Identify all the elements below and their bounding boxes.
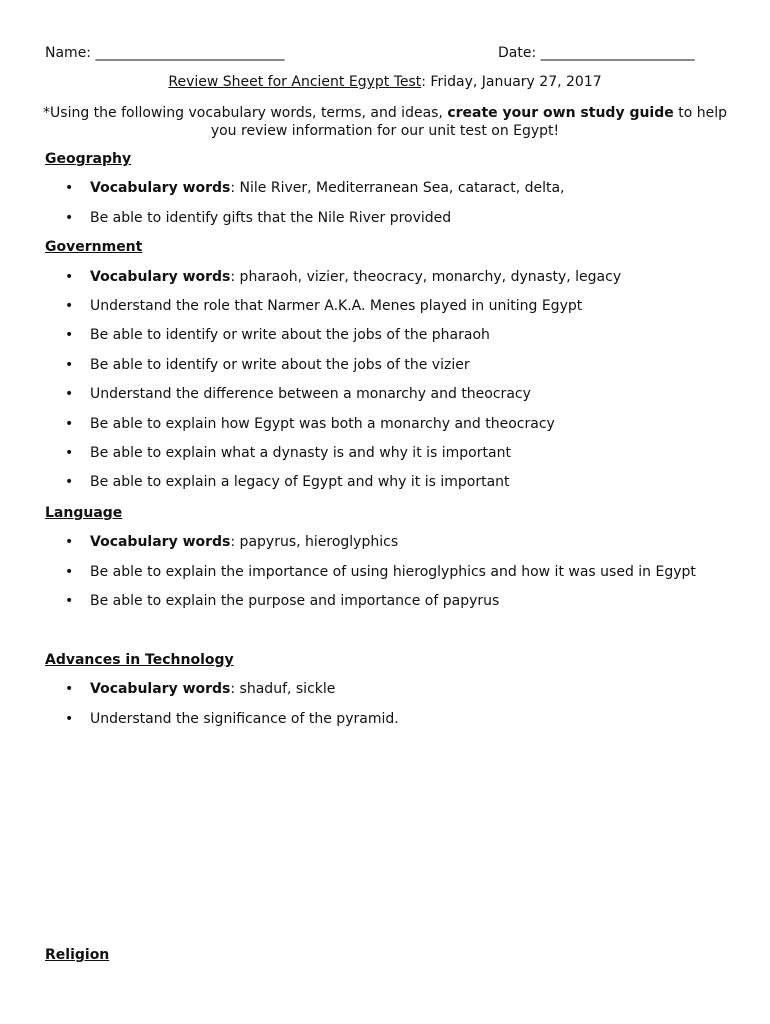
list-item xyxy=(65,474,510,490)
bullet-glyph: • xyxy=(65,210,74,226)
section-heading-geography: Geography xyxy=(45,151,132,167)
bullet-glyph: • xyxy=(65,269,74,285)
vocab-terms: : pharaoh, vizier, theocracy, monarchy, dynasty, legacy xyxy=(230,269,622,285)
list-item xyxy=(65,564,696,580)
vocab-label: Vocabulary words xyxy=(90,681,231,697)
vocab-terms: : shaduf, sickle xyxy=(230,681,336,697)
header-line xyxy=(45,45,705,65)
vocab-label: Vocabulary words xyxy=(90,269,231,285)
list-item xyxy=(65,327,490,343)
bullet-glyph: • xyxy=(65,593,74,609)
bullet-glyph: • xyxy=(65,711,74,727)
bullet-glyph: • xyxy=(65,357,74,373)
list-item-text: Be able to explain the importance of using hieroglyphics and how it was used in Egypt xyxy=(90,564,696,580)
date-field: Date: ______________________ xyxy=(498,45,695,61)
list-item-text: Be able to explain a legacy of Egypt and why it is important xyxy=(90,474,510,490)
list-item-text: Understand the difference between a monarchy and theocracy xyxy=(90,386,531,402)
section-heading-language: Language xyxy=(45,505,123,521)
list-item xyxy=(65,416,555,432)
list-item-text: Understand the significance of the pyramid. xyxy=(90,711,399,727)
section-heading-religion: Religion xyxy=(45,947,110,963)
bullet-glyph: • xyxy=(65,386,74,402)
vocab-label: Vocabulary words xyxy=(90,180,231,196)
bullet-glyph: • xyxy=(65,298,74,314)
bullet-glyph: • xyxy=(65,327,74,343)
intro-after: to help you review information for our unit test on Egypt! xyxy=(210,105,727,139)
list-item xyxy=(65,386,531,402)
name-field: Name: ___________________________ xyxy=(45,45,285,61)
list-item xyxy=(65,180,565,196)
list-item xyxy=(65,593,499,609)
vocab-label: Vocabulary words xyxy=(90,534,231,550)
section-heading-technology: Advances in Technology xyxy=(45,652,234,668)
list-item-text: Be able to explain the purpose and importance of papyrus xyxy=(90,593,500,609)
title-date: : Friday, January 27, 2017 xyxy=(421,74,602,90)
intro-before: *Using the following vocabulary words, terms, and ideas, xyxy=(43,105,448,121)
title-underlined: Review Sheet for Ancient Egypt Test xyxy=(168,74,422,90)
list-item-text: Understand the role that Narmer A.K.A. Menes played in uniting Egypt xyxy=(90,298,583,314)
intro-bold: create your own study guide xyxy=(447,105,674,121)
vocab-terms: : Nile River, Mediterranean Sea, cataract, delta, xyxy=(230,180,565,196)
bullet-glyph: • xyxy=(65,534,74,550)
list-item xyxy=(65,269,621,285)
list-item xyxy=(65,298,582,314)
bullet-glyph: • xyxy=(65,564,74,580)
list-item-text: Be able to explain what a dynasty is and why it is important xyxy=(90,445,511,461)
list-item xyxy=(65,681,335,697)
bullet-glyph: • xyxy=(65,416,74,432)
list-item-text: Be able to explain how Egypt was both a monarchy and theocracy xyxy=(90,416,555,432)
vocab-terms: : papyrus, hieroglyphics xyxy=(230,534,399,550)
list-item-text: Be able to identify or write about the jobs of the pharaoh xyxy=(90,327,490,343)
list-item xyxy=(65,357,470,373)
bullet-glyph: • xyxy=(65,474,74,490)
section-heading-government: Government xyxy=(45,239,143,255)
list-item xyxy=(65,711,399,727)
list-item xyxy=(65,445,511,461)
page-title xyxy=(0,74,770,90)
bullet-glyph: • xyxy=(65,180,74,196)
list-item-text: Be able to identify or write about the jobs of the vizier xyxy=(90,357,470,373)
list-item xyxy=(65,534,398,550)
intro-paragraph xyxy=(40,104,730,140)
bullet-glyph: • xyxy=(65,681,74,697)
list-item-text: Be able to identify gifts that the Nile River provided xyxy=(90,210,452,226)
bullet-glyph: • xyxy=(65,445,74,461)
list-item xyxy=(65,210,451,226)
